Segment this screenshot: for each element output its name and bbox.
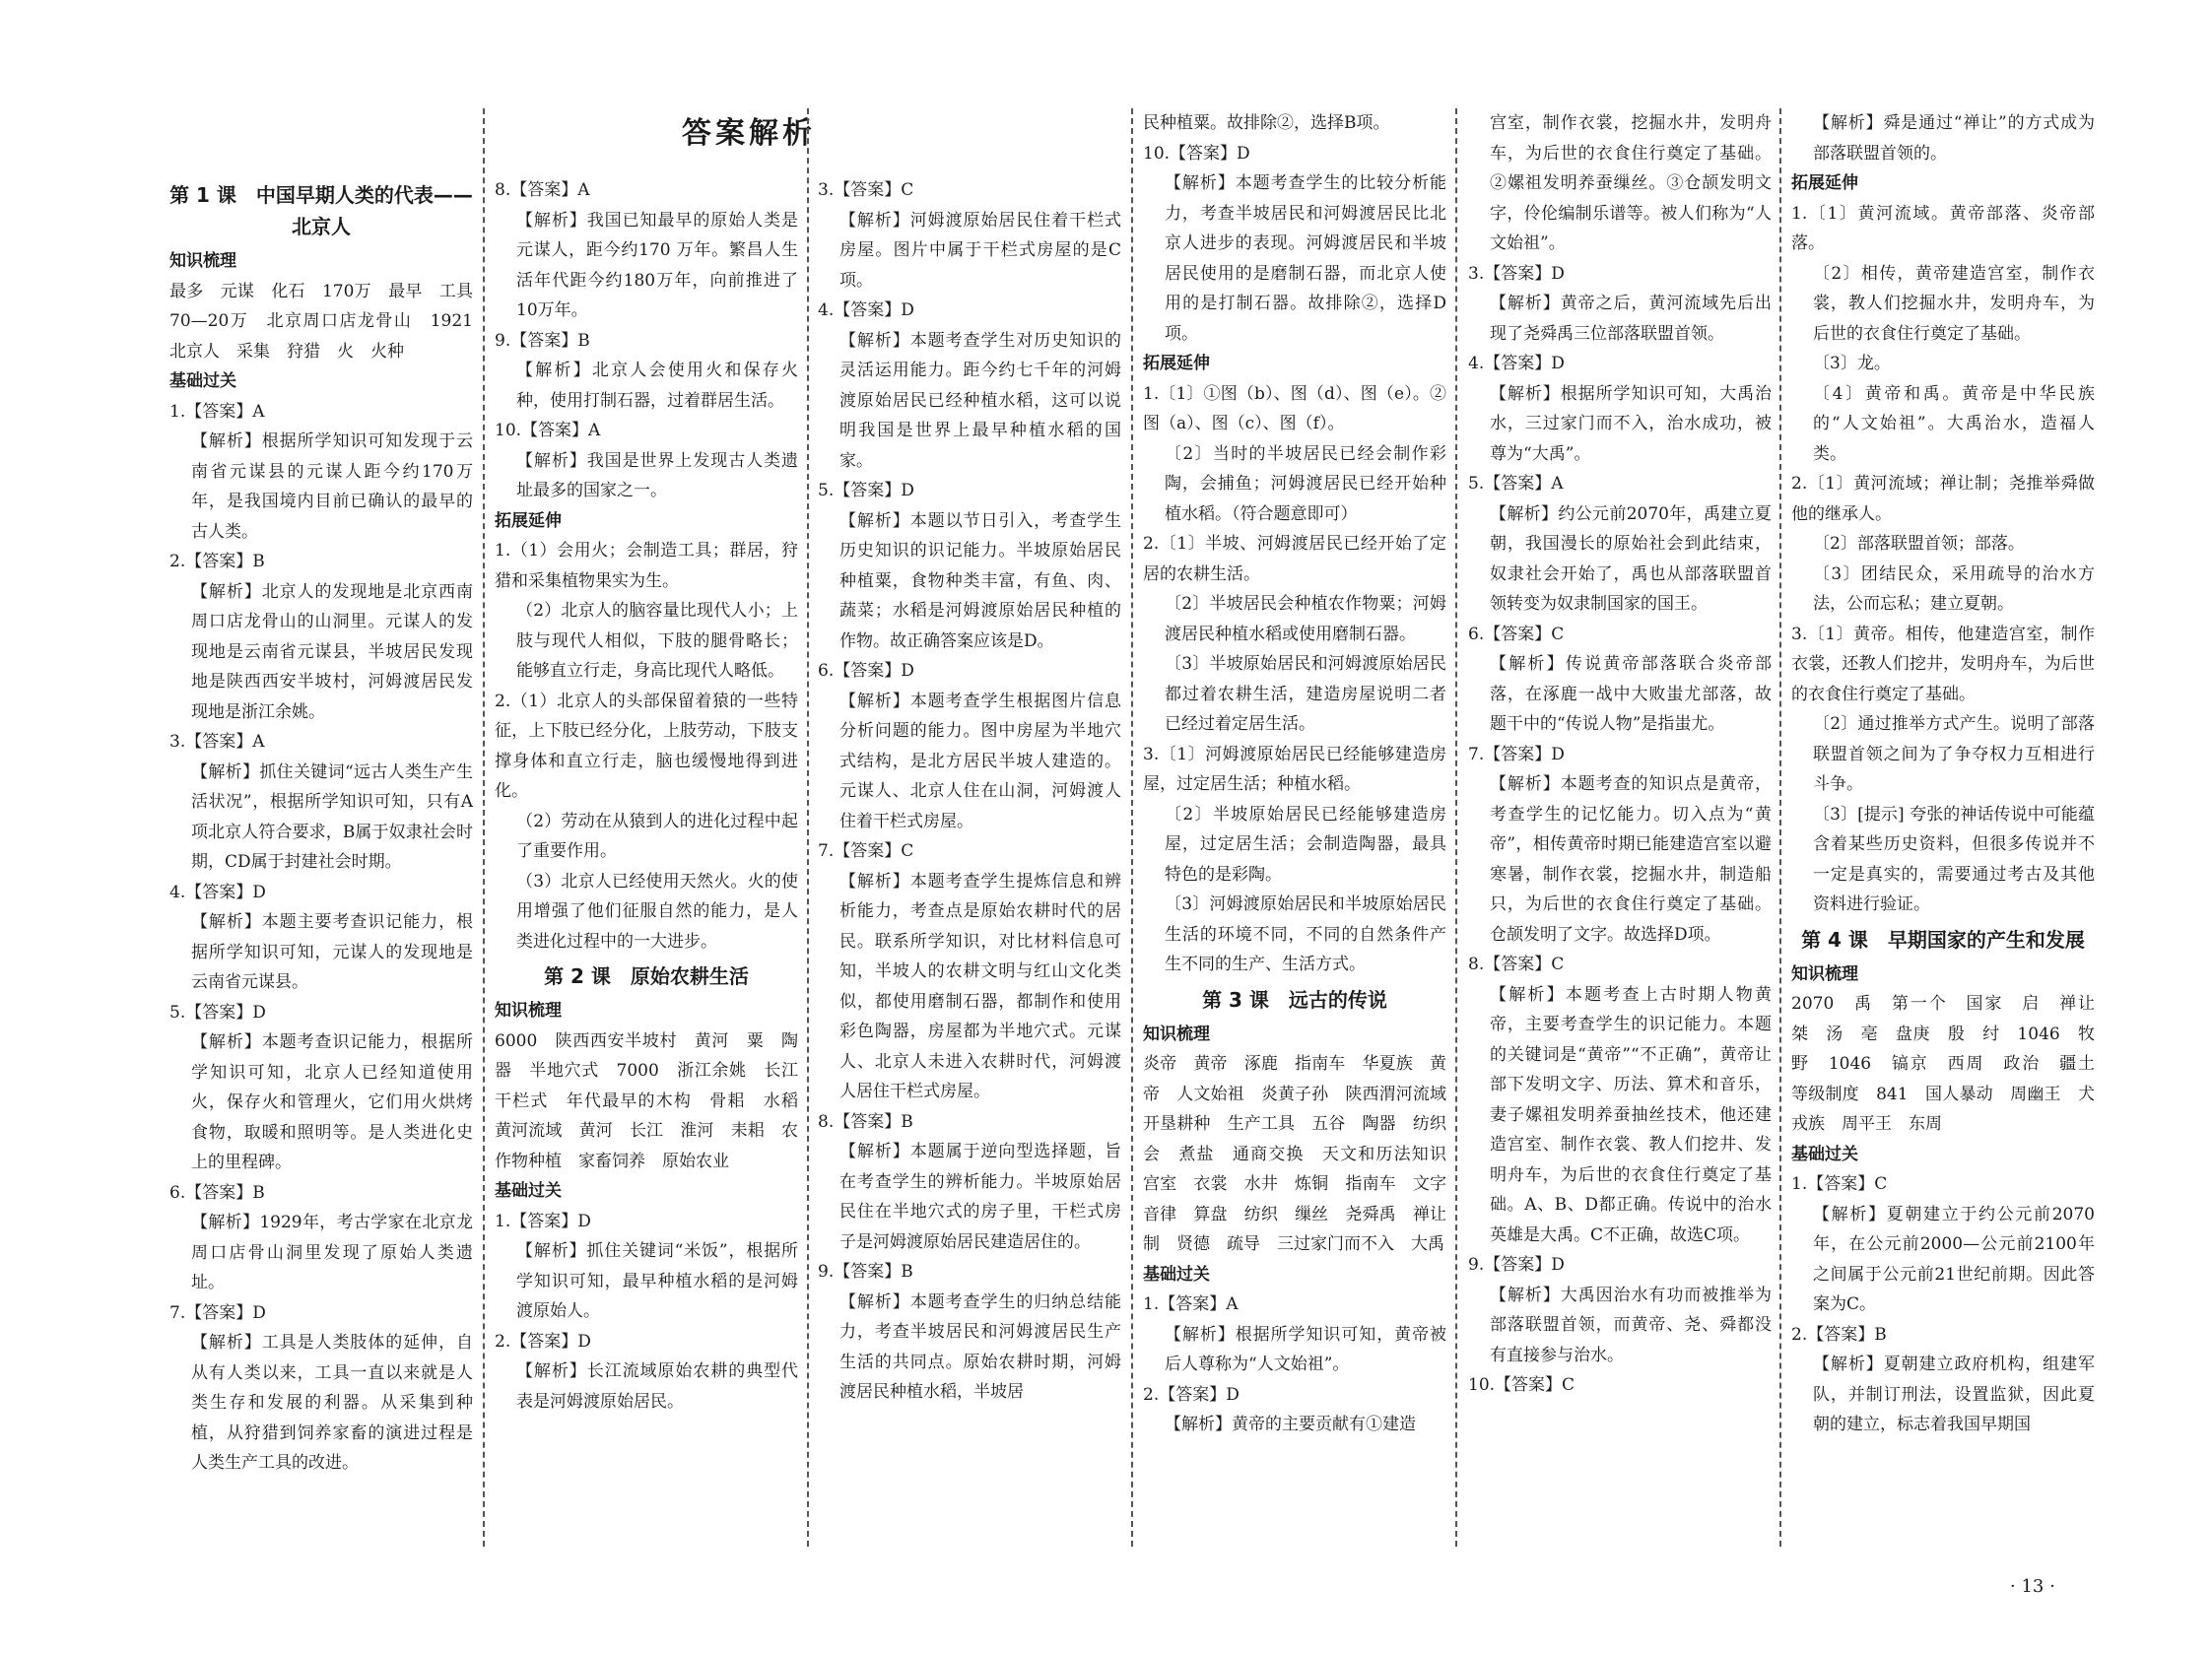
column-6 (1791, 108, 2111, 1566)
answer-explanation: 【解析】夏朝建立政府机构，组建军队，并制订刑法，设置监狱，因此夏朝的建立，标志着我国早期国 (1813, 1355, 2095, 1434)
answer-explanation: 〔3〕龙。 (1813, 354, 1891, 373)
lesson-heading: 第 2 课 原始农耕生活 (544, 964, 749, 988)
section-heading: 知识梳理 (169, 251, 236, 271)
answer-explanation: 【解析】1929年，考古学家在北京龙周口店骨山洞里发现了原始人类遗址。 (191, 1213, 473, 1292)
answer-line: 3.〔1〕黄帝。相传，他建造宫室，制作衣裳，还教人们挖井，发明舟车，为后世的衣食住行奠定了基础。 (1791, 624, 2095, 704)
section-heading: 基础过关 (1143, 1264, 1210, 1285)
answer-explanation: 【解析】河姆渡原始居民住着干栏式房屋。图片中属于干栏式房屋的是C项。 (839, 210, 1121, 291)
answer-explanation: 【解析】本题考查识记能力，根据所学知识可知，北京人已经知道使用火，保存火和管理火，它们用火烘烤食物，取暖和照明等。是人类进化史上的里程碑。 (191, 1032, 473, 1172)
answer-explanation: 〔3〕河姆渡原始居民和半坡原始居民生活的环境不同，不同的自然条件产生不同的生产、生活方式。 (1165, 894, 1446, 974)
answer-line: 10.【答案】D (1143, 143, 1250, 164)
answer-line: 1.【答案】C (1791, 1174, 1888, 1194)
lesson-heading: 第 4 课 早期国家的产生和发展 (1801, 927, 2085, 952)
answer-explanation: 〔2〕半坡居民会种植农作物粟；河姆渡居民种植水稻或使用磨制石器。 (1165, 594, 1446, 644)
answer-line: 3.【答案】D (1468, 263, 1565, 284)
lesson-heading: 第 3 课 远古的传说 (1202, 987, 1387, 1012)
section-heading: 基础过关 (495, 1181, 562, 1201)
column-5 (1468, 108, 1772, 1566)
section-heading: 知识梳理 (1143, 1024, 1210, 1044)
answer-line: 10.【答案】A (495, 421, 601, 440)
answer-explanation: 【解析】本题考查学生对历史知识的灵活运用能力。距今约七千年的河姆渡原始居民已经种植水稻，这可以说明我国是世界上最早种植水稻的国家。 (839, 330, 1121, 471)
answer-explanation: 【解析】约公元前2070年，禹建立夏朝，我国漫长的原始社会到此结束，奴隶社会开始了，禹也从部落联盟首领转变为奴隶制国家的国王。 (1490, 503, 1772, 614)
answer-line: 9.【答案】D (1468, 1255, 1565, 1275)
answer-explanation: 【解析】根据所学知识可知发现于云南省元谋县的元谋人距今约170万年，是我国境内目前已确认的最早的古人类。 (191, 431, 473, 542)
answer-line: 4.【答案】D (1468, 354, 1565, 373)
answer-explanation: 【解析】大禹因治水有功而被推举为部落联盟首领，而黄帝、尧、舜都没有直接参与治水。 (1490, 1285, 1772, 1365)
answer-explanation: 【解析】舜是通过“禅让”的方式成为部落联盟首领的。 (1813, 113, 2095, 164)
answer-explanation: 【解析】本题主要考查识记能力，根据所学知识可知，元谋人的发现地是云南省元谋县。 (191, 912, 473, 992)
answer-explanation: 【解析】根据所学知识可知，黄帝被后人尊称为“人文始祖”。 (1165, 1324, 1446, 1374)
answer-explanation: 〔2〕当时的半坡居民已经会制作彩陶，会捕鱼；河姆渡居民已经开始种植水稻。（符合题意即可） (1165, 443, 1446, 524)
answer-line: 6.【答案】C (1468, 624, 1565, 644)
answer-explanation: 【解析】本题考查的知识点是黄帝，考查学生的记忆能力。切入点为“黄帝”，相传黄帝时期已能建造宫室以避寒暑，制作衣裳，挖掘水井，制造船只，为后世的衣食住行奠定了基础。仓颉发明了文字。故选择D项。 (1490, 774, 1772, 945)
column-1 (169, 175, 490, 1633)
answer-line: 民种植粟。故排除②，选择B项。 (1143, 113, 1390, 133)
answer-line: 9.【答案】B (495, 330, 590, 351)
answer-line: 4.【答案】D (818, 300, 914, 320)
answer-explanation: 【解析】夏朝建立于约公元前2070年，在公元前2000—公元前2100年之间属于公元前21世纪前期。因此答案为C。 (1813, 1204, 2095, 1314)
answer-explanation: 【解析】我国已知最早的原始人类是元谋人，距今约170 万年。繁昌人生活年代距今约180万年，向前推进了10万年。 (516, 210, 798, 320)
answer-explanation: 【解析】本题属于逆向型选择题，旨在考查学生的辨析能力。半坡原始居民住在半地穴式的房子里，干栏式房子是河姆渡原始居民建造居住的。 (839, 1142, 1121, 1252)
answer-line: 1.【答案】A (1143, 1294, 1239, 1314)
answer-line: 10.【答案】C (1468, 1375, 1575, 1395)
answer-line: 3.〔1〕河姆渡原始居民已经能够建造房屋，过定居生活；种植水稻。 (1143, 744, 1446, 794)
answer-line: 2.【答案】D (1143, 1384, 1240, 1405)
answer-explanation: 〔2〕半坡原始居民已经能够建造房屋，过定居生活；会制造陶器，最具特色的是彩陶。 (1165, 804, 1446, 885)
answer-line: 2070 禹 第一个 国家 启 禅让 桀 汤 亳 盘庚 殷 纣 1046 牧野 1046 镐京 西周 政治 疆土 等级制度 841 国人暴动 周幽王 犬戎族 周平王 东周 (1791, 994, 2111, 1134)
answer-line: 1.〔1〕①图（b）、图（d）、图（e）。②图（a）、图（c）、图（f）。 (1143, 383, 1446, 433)
answer-line: 8.【答案】C (1468, 955, 1565, 974)
answer-line: 1.【答案】A (169, 401, 265, 422)
answer-line: 1.〔1〕黄河流域。黄帝部落、炎帝部落。 (1791, 203, 2095, 253)
answer-explanation: 【解析】北京人的发现地是北京西南周口店龙骨山的山洞里。元谋人的发现地是云南省元谋县，半坡居民发现地是陕西西安半坡村，河姆渡居民发现地是浙江余姚。 (191, 581, 473, 722)
answer-explanation: 【解析】北京人会使用火和保存火种，使用打制石器，过着群居生活。 (516, 361, 798, 411)
answer-explanation: 【解析】传说黄帝部落联合炎帝部落，在涿鹿一战中大败蚩尤部落，故题干中的“传说人物”是指蚩尤。 (1490, 654, 1772, 734)
answer-line: 5.【答案】D (818, 481, 914, 500)
answer-explanation: （2）北京人的脑容量比现代人小；上肢与现代人相似，下肢的腿骨略长；能够直立行走，身高比现代人略低。 (516, 601, 798, 681)
answer-line: 4.【答案】D (169, 882, 266, 902)
answer-explanation: （2）劳动在从猿到人的进化过程中起了重要作用。 (516, 811, 798, 861)
lesson-heading: 第 1 课 中国早期人类的代表——北京人 (169, 183, 473, 238)
answer-line: 7.【答案】D (1468, 744, 1565, 764)
answer-line: 3.【答案】A (169, 732, 265, 752)
answer-line: 6.【答案】B (169, 1182, 265, 1203)
answer-line: 6.【答案】D (818, 661, 914, 681)
answer-explanation: 〔4〕黄帝和禹。黄帝是中华民族的“人文始祖”。大禹治水，造福人类。 (1813, 383, 2095, 464)
column-divider (1779, 108, 1781, 1547)
answer-line: 5.【答案】A (1468, 474, 1564, 494)
answer-explanation: 【解析】本题考查学生的比较分析能力，考查半坡居民和河姆渡居民比北京人进步的表现。河姆渡居民和半坡居民使用的是磨制石器，而北京人使用的是打制石器。故排除②，选择D项。 (1165, 173, 1446, 344)
answer-explanation: 【解析】抓住关键词“远古人类生产生活状况”，根据所学知识可知，只有A项北京人符合要求，B属于奴隶社会时期，CD属于封建社会时期。 (191, 761, 473, 872)
answer-explanation: 〔2〕相传，黄帝建造宫室，制作衣裳，教人们挖掘水井，发明舟车，为后世的衣食住行奠定了基础。 (1813, 263, 2095, 344)
answer-explanation: 【解析】本题考查学生提炼信息和辨析能力，考查点是原始农耕时代的居民。联系所学知识，对比材料信息可知，半坡人的农耕文明与红山文化类似，都使用磨制石器，都制作和使用彩色陶器，房屋都为半地穴式。元谋人、北京人未进入农耕时代，河姆渡人居住干栏式房屋。 (839, 871, 1121, 1101)
section-heading: 基础过关 (169, 371, 236, 391)
answer-explanation: 【解析】抓住关键词“米饭”，根据所学知识可知，最早种植水稻的是河姆渡原始人。 (516, 1241, 798, 1321)
answer-line: 最多 元谋 化石 170万 最早 工具 70—20万 北京周口店龙骨山 1921 北京人 采集 狩猎 火 火种 (169, 281, 490, 362)
answer-explanation: 【解析】根据所学知识可知，大禹治水，三过家门而不入，治水成功，被尊为“大禹”。 (1490, 383, 1772, 464)
answer-explanation: 〔2〕部落联盟首领；部落。 (1813, 534, 2025, 554)
answer-explanation: 〔2〕通过推举方式产生。说明了部落联盟首领之间为了争夺权力互相进行斗争。 (1813, 714, 2095, 794)
answer-line: 7.【答案】C (818, 841, 914, 861)
answer-line: 炎帝 黄帝 涿鹿 指南车 华夏族 黄帝 人文始祖 炎黄子孙 陕西渭河流域 开垦耕种 生产工具 五谷 陶器 纺织 会 煮盐 通商交换 天文和历法知识 宫室 衣裳 水井 炼铜 指南车 文字 音律 算盘 纺织 缫丝 尧舜禹 禅让制 贤德 疏导 三过家门而不入 大禹 (1143, 1054, 1463, 1254)
answer-explanation: （3）北京人已经使用天然火。火的使用增强了他们征服自然的能力，是人类进化过程中的一大进步。 (516, 871, 798, 952)
answer-line: 2.〔1〕半坡、河姆渡居民已经开始了定居的农耕生活。 (1143, 534, 1446, 584)
answer-explanation: 〔3〕半坡原始居民和河姆渡原始居民都过着农耕生活，建造房屋说明二者已经过着定居生活。 (1165, 654, 1446, 734)
column-divider (1455, 108, 1457, 1547)
answer-line: 8.【答案】B (818, 1111, 913, 1132)
answer-line: 7.【答案】D (169, 1302, 266, 1323)
answer-line: 2.【答案】D (495, 1331, 591, 1352)
answer-line: 3.【答案】C (818, 180, 914, 200)
answer-line: 2.【答案】B (1791, 1324, 1887, 1345)
answer-explanation: 【解析】黄帝之后，黄河流域先后出现了尧舜禹三位部落联盟首领。 (1490, 294, 1772, 344)
answer-explanation: 〔3〕[提示] 夸张的神话传说中可能蕴含着某些历史资料，但很多传说并不一定是真实的，需要通过考古及其他资料进行验证。 (1813, 804, 2095, 914)
column-4 (1143, 108, 1463, 1566)
answer-line: 2.（1）北京人的头部保留着猿的一些特征，上下肢已经分化，上肢劳动，下肢支撑身体和直立行走，脑也缓慢地得到进化。 (495, 691, 798, 801)
answer-explanation: 【解析】本题考查学生的归纳总结能力，考查半坡居民和河姆渡居民生产生活的共同点。原始农耕时期，河姆渡居民种植水稻，半坡居 (839, 1291, 1121, 1402)
answer-explanation: 【解析】工具是人类肢体的延伸，自从有人类以来，工具一直以来就是人类生存和发展的利器。从采集到种植，从狩猎到饲养家畜的演进过程是人类生产工具的改进。 (191, 1333, 473, 1473)
section-heading: 知识梳理 (1791, 963, 1858, 984)
answer-explanation: 【解析】本题考查上古时期人物黄帝，主要考查学生的识记能力。本题的关键词是“黄帝”“不正确”，黄帝让部下发明文字、历法、算术和音乐，妻子嫘祖发明养蚕抽丝技术，他还建造宫室、制作衣裳、教人们挖井、发明舟车，为后世的衣食住行奠定了基础。A、B、D都正确。传说中的治水英雄是大禹。C不正确，故选C项。 (1490, 984, 1772, 1245)
section-heading: 知识梳理 (495, 1001, 562, 1021)
column-2 (495, 175, 815, 1633)
page-title: 答案解析 (682, 116, 816, 151)
column-divider (483, 108, 485, 1547)
answer-line: 2.〔1〕黄河流域；禅让制；尧推举舜做他的继承人。 (1791, 474, 2095, 524)
answer-explanation: 宫室，制作衣裳，挖掘水井，发明舟车，为后世的衣食住行奠定了基础。②嫘祖发明养蚕缫丝。③仓颉发明文字，伶伦编制乐谱等。被人们称为“人文始祖”。 (1490, 113, 1772, 253)
answer-explanation: 【解析】我国是世界上发现古人类遗址最多的国家之一。 (516, 450, 798, 500)
answer-line: 2.【答案】B (169, 552, 265, 571)
answer-line: 9.【答案】B (818, 1262, 913, 1282)
answer-line: 1.（1）会用火；会制造工具；群居，狩猎和采集植物果实为生。 (495, 541, 798, 591)
answer-line: 5.【答案】D (169, 1002, 266, 1023)
column-divider (807, 108, 809, 1547)
answer-line: 6000 陕西西安半坡村 黄河 粟 陶器 半地穴式 7000 浙江余姚 长江 干栏式 年代最早的木构 骨耜 水稻 黄河流域 黄河 长江 淮河 耒耜 农作物种植 家畜饲养 原始农业 (495, 1030, 815, 1171)
answer-line: 1.【答案】D (495, 1211, 591, 1231)
section-heading: 基础过关 (1791, 1144, 1858, 1164)
section-heading: 拓展延伸 (1143, 354, 1210, 373)
answer-explanation: 〔3〕团结民众，采用疏导的治水方法，公而忘私；建立夏朝。 (1813, 563, 2095, 614)
section-heading: 拓展延伸 (1791, 173, 1858, 193)
answer-line: 8.【答案】A (495, 180, 590, 200)
answer-explanation: 【解析】黄帝的主要贡献有①建造 (1165, 1415, 1416, 1434)
page-number: · 13 · (2010, 1576, 2055, 1597)
answer-explanation: 【解析】长江流域原始农耕的典型代表是河姆渡原始居民。 (516, 1361, 798, 1412)
answer-explanation: 【解析】本题以节日引入，考查学生历史知识的识记能力。半坡原始居民种植粟，食物种类丰富，有鱼、肉、蔬菜；水稻是河姆渡原始居民种植的作物。故正确答案应该是D。 (839, 510, 1121, 651)
column-3 (818, 175, 1121, 1633)
column-divider (1131, 108, 1133, 1547)
answer-explanation: 【解析】本题考查学生根据图片信息分析问题的能力。图中房屋为半地穴式结构，是北方居民半坡人建造的。元谋人、北京人住在山洞，河姆渡人住着干栏式房屋。 (839, 691, 1121, 831)
section-heading: 拓展延伸 (495, 510, 562, 531)
